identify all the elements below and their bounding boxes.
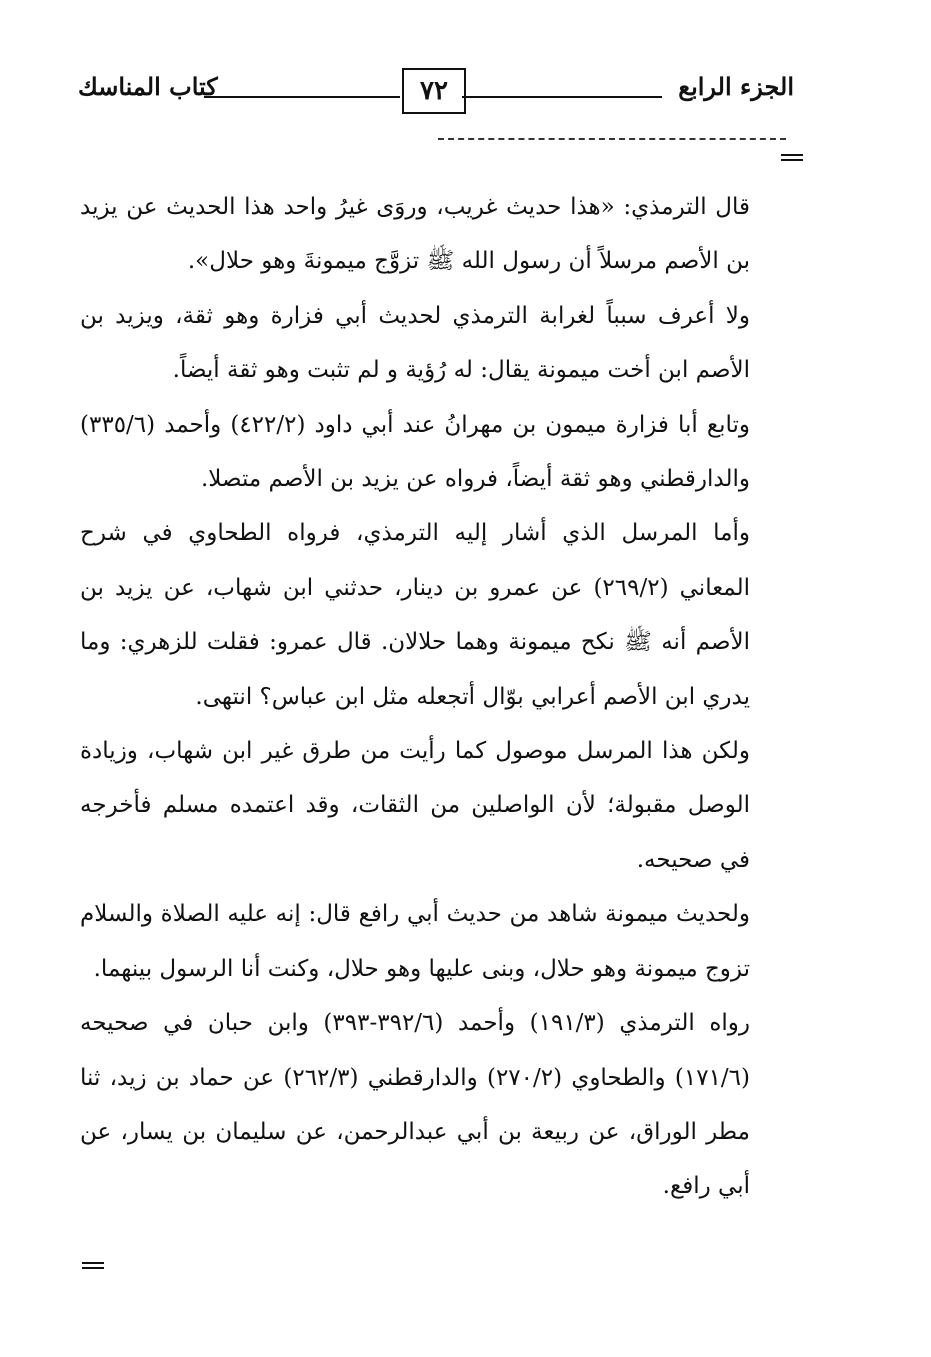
section-mark-bottom [82,1262,104,1269]
paragraph-mawsul: ولكن هذا المرسل موصول كما رأيت من طرق غير ابن شهاب، وزيادة الوصل مقبولة؛ لأن الواصلين من الثقات، وقد اعتمده مسلم فأخرجه في صحيحه. [80,738,750,873]
body-text [80,180,750,1214]
paragraph-abu-rafi-witness: ولحديث ميمونة شاهد من حديث أبي رافع قال: إنه عليه الصلاة والسلام تزوج ميمونة وهو حلال، وبنى عليها وهو حلال، وكنت أنا الرسول بينهما. [80,901,750,982]
paragraph-mursal-tahawi: وأما المرسل الذي أشار إليه الترمذي، فرواه الطحاوي في شرح المعاني (٢٦٩/٢) عن عمرو بن دينار، حدثني ابن شهاب، عن يزيد بن الأصم أنه ﷺ نكح ميمونة وهما حلالان. قال عمرو: فقلت للزهري: وما يدري ابن الأصم أعرابي بوّال أتجعله مثل ابن عباس؟ انتهى. [80,520,750,710]
header-rule-left [204,96,400,98]
section-mark-top [781,154,803,161]
volume-title: الجزء الرابع [678,72,794,101]
chapter-title: كتاب المناسك [78,72,218,101]
paragraph-tirmidhi-quote: قال الترمذي: «هذا حديث غريب، وروَى غيرُ واحد هذا الحديث عن يزيد بن الأصم مرسلاً أن رسول الله ﷺ تزوَّج ميمونةَ وهو حلال». [80,194,750,275]
paragraph-maymun-mutaba: وتابع أبا فزارة ميمون بن مهرانُ عند أبي داود (٤٢٢/٢) وأحمد (٣٣٥/٦) والدارقطني وهو ثقة أيضاً، فرواه عن يزيد بن الأصم متصلا. [80,411,750,493]
paragraph-takhrij: رواه الترمذي (١٩١/٣) وأحمد (٣٩٢/٦-٣٩٣) وابن حبان في صحيحه (١٧١/٦) والطحاوي (٢٧٠/٢) والدارقطني (٢٦٢/٣) عن حماد بن زيد، ثنا مطر الوراق، عن ربيعة بن أبي عبدالرحمن، عن سليمان بن يسار، عن أبي رافع. [80,1010,751,1200]
running-header [78,62,794,120]
dashed-separator [438,138,786,140]
paragraph-abu-fazara: ولا أعرف سبباً لغرابة الترمذي لحديث أبي فزارة وهو ثقة، ويزيد بن الأصم ابن أخت ميمونة يقال: له رُؤية و لم تثبت وهو ثقة أيضاً. [80,302,750,384]
header-rule-right [462,96,662,98]
page-number: ٧٢ [402,68,466,114]
